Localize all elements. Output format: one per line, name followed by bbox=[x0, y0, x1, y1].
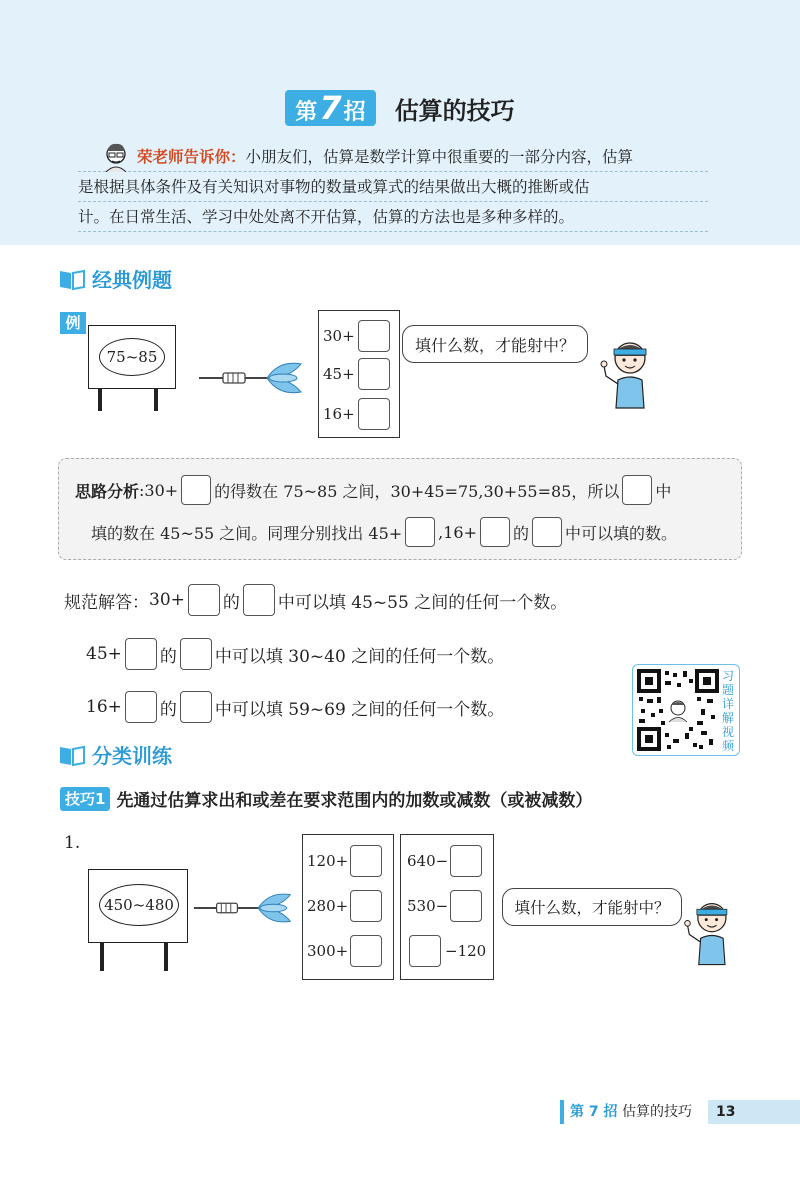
analysis-text: 中 bbox=[655, 481, 672, 501]
answer-box[interactable] bbox=[125, 638, 157, 670]
analysis-text: ,16+ bbox=[438, 522, 478, 542]
example-expr: 30+ bbox=[323, 327, 355, 345]
teacher-intro bbox=[78, 142, 708, 232]
board-leg bbox=[164, 943, 168, 971]
answer-box[interactable] bbox=[450, 890, 482, 922]
answer-box[interactable] bbox=[350, 845, 382, 877]
example-expr: 16+ bbox=[323, 405, 355, 423]
solution-text: 中可以填 30~40 之间的任何一个数。 bbox=[214, 646, 505, 667]
teacher-avatar-icon bbox=[100, 142, 132, 172]
chapter-suffix: 招 bbox=[343, 100, 366, 125]
example-row bbox=[323, 320, 390, 352]
q1-add-row bbox=[307, 845, 382, 877]
chapter-prefix: 第 bbox=[295, 100, 318, 125]
dart-icon bbox=[192, 888, 296, 928]
answer-box[interactable] bbox=[243, 584, 275, 616]
video-qr-card[interactable] bbox=[632, 664, 740, 756]
q1-add-row bbox=[307, 935, 382, 967]
chapter-badge bbox=[285, 90, 375, 126]
solution-text: 中可以填 45~55 之间的任何一个数。 bbox=[277, 592, 568, 613]
solution-label: 规范解答： bbox=[64, 592, 149, 613]
q1-sub-row bbox=[407, 845, 482, 877]
qr-code-icon bbox=[637, 669, 719, 751]
solution-text: 中可以填 59~69 之间的任何一个数。 bbox=[214, 699, 505, 720]
answer-box[interactable] bbox=[480, 517, 510, 547]
solution-line-3 bbox=[86, 691, 504, 723]
target-board bbox=[88, 869, 188, 943]
answer-box[interactable] bbox=[350, 890, 382, 922]
skill-tag: 技巧1 bbox=[60, 787, 110, 811]
analysis-text: 填的数在 45~55 之间。同理分别找出 45+ bbox=[91, 523, 403, 543]
section-title-examples bbox=[58, 264, 172, 293]
analysis-text: 的 bbox=[513, 523, 530, 543]
analysis-text: 的得数在 75~85 之间，30+45=75,30+55=85，所以 bbox=[214, 481, 620, 501]
intro-line-3: 计。在日常生活、学习中处处离不开估算，估算的方法也是多种多样的。 bbox=[78, 202, 708, 232]
example-row bbox=[323, 398, 390, 430]
answer-box[interactable] bbox=[358, 358, 390, 390]
intro-line-2: 是根据具体条件及有关知识对事物的数量或算式的结果做出大概的推断或估 bbox=[78, 172, 708, 202]
board-leg bbox=[100, 943, 104, 971]
analysis-box bbox=[58, 458, 742, 560]
skill-text: 先通过估算求出和或差在要求范围内的加数或减数（或被减数） bbox=[116, 791, 593, 811]
q1-sub-row bbox=[409, 935, 486, 967]
chapter-header bbox=[0, 0, 800, 245]
board-leg bbox=[154, 389, 158, 411]
analysis-text: :30+ bbox=[139, 480, 179, 500]
analysis-line-2 bbox=[91, 517, 677, 547]
example-expr: 45+ bbox=[323, 365, 355, 383]
chapter-number: 7 bbox=[319, 89, 342, 127]
analysis-label: 思路分析 bbox=[75, 481, 140, 501]
answer-box[interactable] bbox=[125, 691, 157, 723]
target-range: 450~480 bbox=[99, 884, 179, 926]
chapter-title-row bbox=[0, 90, 800, 130]
example-tag: 例 bbox=[60, 312, 86, 334]
footer-label bbox=[570, 1100, 692, 1124]
board-leg bbox=[98, 389, 102, 411]
analysis-line-1 bbox=[75, 475, 671, 505]
solution-expr: 16+ bbox=[86, 697, 122, 717]
answer-box[interactable] bbox=[350, 935, 382, 967]
q1-expr: 120+ bbox=[307, 852, 349, 870]
section1-label: 经典例题 bbox=[92, 268, 172, 292]
speaker-label: 荣老师告诉你： bbox=[136, 148, 246, 166]
intro-line-1 bbox=[78, 142, 708, 172]
answer-box[interactable] bbox=[532, 517, 562, 547]
chapter-title: 估算的技巧 bbox=[394, 96, 515, 125]
speech-bubble: 填什么数，才能射中？ bbox=[402, 325, 588, 363]
target-board bbox=[88, 325, 176, 389]
book-icon bbox=[58, 743, 86, 767]
speech-bubble: 填什么数，才能射中？ bbox=[502, 888, 682, 926]
answer-box[interactable] bbox=[181, 475, 211, 505]
answer-box[interactable] bbox=[409, 935, 441, 967]
footer-chapter: 第 7 招 bbox=[570, 1104, 618, 1120]
answer-box[interactable] bbox=[622, 475, 652, 505]
question-number: 1. bbox=[64, 833, 81, 853]
solution-text: 的 bbox=[159, 699, 177, 720]
answer-box[interactable] bbox=[405, 517, 435, 547]
solution-expr: 30+ bbox=[149, 590, 185, 610]
intro-text-1: 小朋友们，估算是数学计算中很重要的一部分内容，估算 bbox=[245, 148, 633, 166]
q1-expr: 640− bbox=[407, 852, 449, 870]
analysis-text: 中可以填的数。 bbox=[565, 523, 678, 543]
page-footer bbox=[0, 1100, 800, 1124]
example-row bbox=[323, 358, 390, 390]
section-title-training bbox=[58, 740, 172, 769]
solution-expr: 45+ bbox=[86, 644, 122, 664]
answer-box[interactable] bbox=[358, 398, 390, 430]
q1-sub-row bbox=[407, 890, 482, 922]
student-icon bbox=[680, 888, 740, 968]
student-icon bbox=[596, 328, 660, 410]
target-range: 75~85 bbox=[99, 338, 165, 376]
section2-label: 分类训练 bbox=[92, 744, 172, 768]
solution-text: 的 bbox=[222, 592, 240, 613]
dart-icon bbox=[197, 358, 307, 398]
answer-box[interactable] bbox=[358, 320, 390, 352]
footer-title: 估算的技巧 bbox=[621, 1104, 692, 1120]
book-icon bbox=[58, 267, 86, 291]
q1-expr: −120 bbox=[445, 942, 487, 960]
solution-text: 的 bbox=[159, 646, 177, 667]
page-number: 13 bbox=[708, 1100, 800, 1124]
q1-expr: 280+ bbox=[307, 897, 349, 915]
footer-accent-bar bbox=[560, 1100, 564, 1124]
answer-box[interactable] bbox=[180, 691, 212, 723]
solution-line-1 bbox=[64, 584, 567, 616]
q1-expr: 300+ bbox=[307, 942, 349, 960]
solution-line-2 bbox=[86, 638, 504, 670]
answer-box[interactable] bbox=[180, 638, 212, 670]
answer-box[interactable] bbox=[188, 584, 220, 616]
qr-caption: 习题详解视频 bbox=[721, 669, 734, 753]
skill-heading bbox=[60, 786, 592, 811]
answer-box[interactable] bbox=[450, 845, 482, 877]
q1-add-row bbox=[307, 890, 382, 922]
q1-expr: 530− bbox=[407, 897, 449, 915]
